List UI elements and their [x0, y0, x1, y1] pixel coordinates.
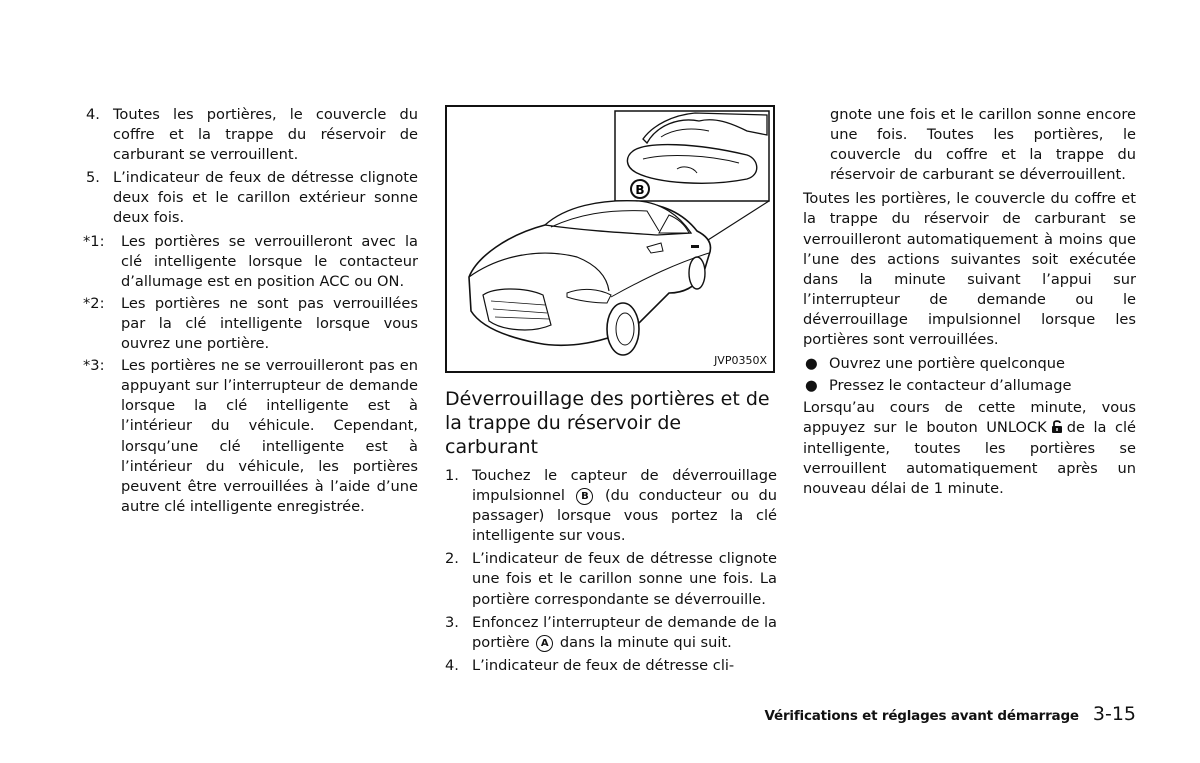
- marker-b-icon: B: [576, 488, 593, 505]
- item-text: L’indicateur de feux de détresse clignote une fois et le carillon sonne une fois. La portière correspondante se déverrouille.: [472, 550, 777, 608]
- item-number: 4.: [445, 656, 459, 674]
- footnote-number: *1:: [83, 232, 105, 250]
- section-heading: Déverrouillage des portières et de la trappe du réservoir de carburant: [445, 388, 770, 458]
- list-item: [445, 466, 777, 546]
- item-number: 3.: [445, 613, 459, 631]
- figure-code: JVP0350X: [714, 354, 767, 367]
- list-item: [445, 656, 777, 676]
- list-item: [445, 549, 777, 609]
- item-number: 4.: [86, 106, 100, 123]
- grille: [483, 289, 551, 330]
- column-right: [803, 105, 1136, 503]
- footnote-number: *3:: [83, 357, 105, 375]
- footnote-text: Les portières ne sont pas verrouillées par la clé intelligente lorsque vous ouvrez une portière.: [121, 294, 418, 353]
- column-left: [83, 105, 418, 519]
- footnote: [83, 294, 418, 354]
- unlock-icon: [1051, 419, 1063, 434]
- item-text: L’indicateur de feux de détresse cli-: [472, 656, 735, 674]
- marker-a-icon: A: [536, 635, 553, 652]
- item-number: 5.: [86, 169, 100, 187]
- item-text: Touchez le capteur de déverrouillage impulsionnel B (du conducteur ou du passager) lorsque vous portez la clé intelligente sur vous.: [472, 467, 778, 545]
- footnote-text: Les portières ne se verrouilleront pas en appuyant sur l’interrupteur de demande lorsque la clé intelligente est à l’intérieur du véhicule. Cependant, lorsqu’une clé intelligente est à l’intérieur du véhicule, les portières peuvent être verrouillées à l’aide d’une autre clé intelligente enregistrée.: [121, 357, 418, 515]
- bullet-item: [803, 354, 1136, 374]
- car-illustration: [445, 105, 775, 373]
- bullet-icon: ●: [805, 355, 818, 373]
- column-middle: [445, 105, 777, 679]
- item-number: 1.: [445, 467, 459, 484]
- car-drawing: [447, 107, 773, 371]
- footnote: [83, 232, 418, 292]
- page-number: 3-15: [1092, 703, 1136, 725]
- bullet-text: Ouvrez une portière quelconque: [829, 355, 1065, 373]
- section-title: Vérifications et réglages avant démarrage: [764, 708, 1079, 724]
- continued-text: gnote une fois et le carillon sonne encore une fois. Toutes les portières, le couvercle du coffre et la trappe du réservoir de carburant se déverrouillent.: [830, 106, 1136, 184]
- bullet-icon: ●: [805, 377, 818, 395]
- paragraph: Lorsqu’au cours de cette minute, vous appuyez sur le bouton UNLOCK de la clé intelligente, toutes les portières se verrouillent automatiquement après un nouveau délai de 1 minute.: [803, 399, 1137, 497]
- item-text: Toutes les portières, le couvercle du coffre et la trappe du réservoir de carburant se verrouillent.: [113, 106, 418, 164]
- bullet-text: Pressez le contacteur d’allumage: [829, 377, 1072, 395]
- callout-b-label: B: [635, 183, 645, 197]
- footnote-number: *2:: [83, 294, 105, 312]
- bullet-item: [803, 376, 1136, 396]
- item-number: 2.: [445, 550, 459, 568]
- paragraph: Toutes les portières, le couvercle du coffre et la trappe du réservoir de carburant se verrouilleront automatiquement à moins que l’une des actions suivantes soit exécutée dans la minute suivant l’appui sur l’interrupteur de demande ou le déverrouillage impulsionnel lorsque les portières sont verrouillées.: [803, 190, 1136, 349]
- item-text: L’indicateur de feux de détresse clignote deux fois et le carillon extérieur sonne deux fois.: [113, 169, 418, 227]
- footnote-text: Les portières se verrouilleront avec la clé intelligente lorsque le contacteur d’allumage est en position ACC ou ON.: [121, 232, 418, 290]
- list-item: [445, 613, 777, 653]
- list-item: [86, 105, 418, 165]
- list-item: [86, 168, 418, 228]
- rear-wheel: [689, 257, 705, 289]
- item-text: Enfoncez l’interrupteur de demande de la portière A dans la minute qui suit.: [472, 613, 777, 651]
- footnote: [83, 356, 418, 517]
- page-footer: [765, 703, 1137, 725]
